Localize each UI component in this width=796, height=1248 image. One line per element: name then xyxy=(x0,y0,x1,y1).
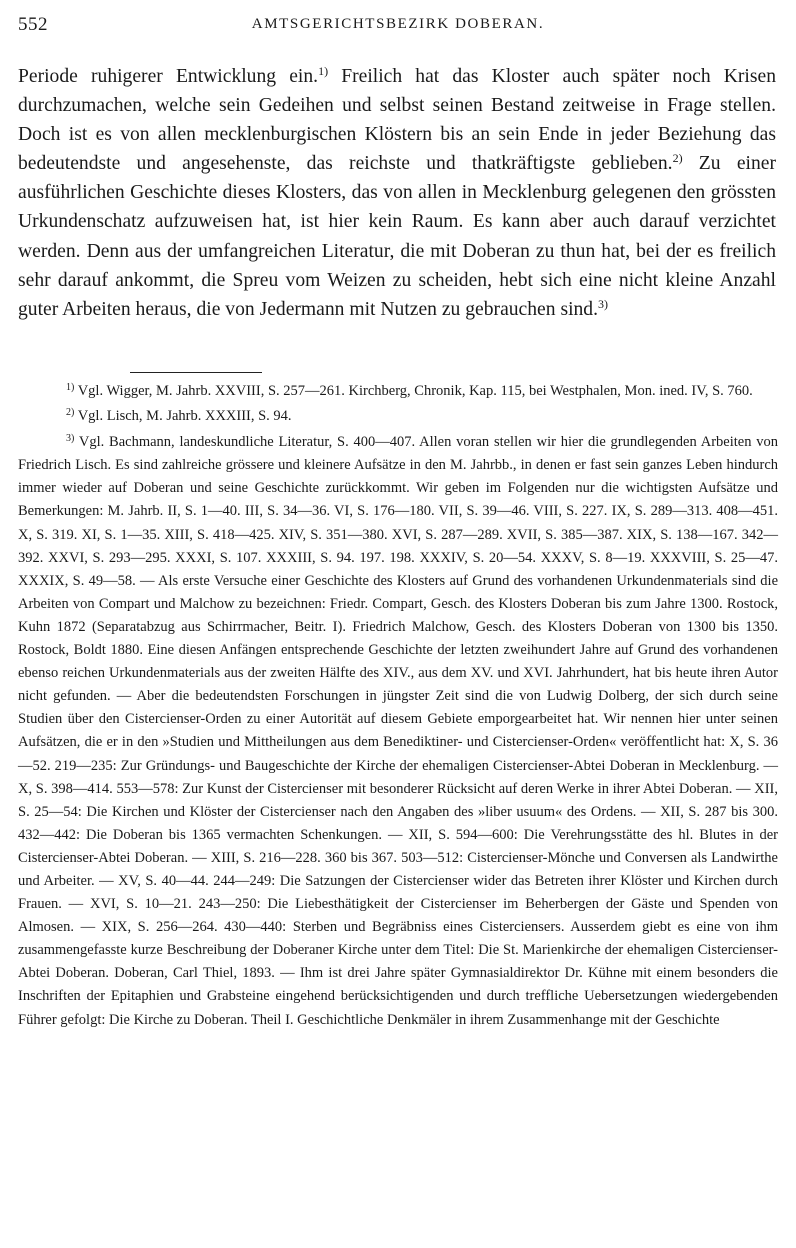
footnote-marker: 2) xyxy=(66,407,75,419)
footnote-separator xyxy=(130,372,262,373)
footnote xyxy=(18,405,778,428)
footnote-reference[interactable]: 3) xyxy=(598,296,609,311)
body-text-part: Zu einer ausführlichen Geschichte dieses Klosters, das von allen in Mecklenburg gelegenen den grössten Urkundenschatz aufzuweisen hat, ist hier kein Raum. Es kann aber auch darauf verzichtet werden. Denn aus der umfangreichen Literatur, die mit Doberan zu thun hat, bei der es freilich sehr darauf ankommt, die Spreu vom Weizen zu scheiden, hebt sich eine nicht kleine Anzahl guter Arbeiten heraus, die von Jedermann mit Nutzen zu gebrauchen sind. xyxy=(18,153,776,320)
footnote xyxy=(18,380,778,403)
footnote-marker: 3) xyxy=(66,433,75,445)
footnote xyxy=(18,431,778,1031)
body-paragraph xyxy=(18,62,776,324)
footnote-marker: 1) xyxy=(66,382,75,393)
footnote-text: Vgl. Bachmann, landeskundliche Literatur, S. 400—407. Allen voran stellen wir hier die grundlegenden Arbeiten von Friedrich Lisch. Es sind zahlreiche grössere und kleinere Aufsätze in den M. Jahrbb., in denen er fast sein ganzes Leben hindurch immer wieder auf Doberan und seine Geschichte zurückkommt. Wir geben im Folgenden nur die wichtigsten Aufsätze und Bemerkungen: M. Jahrb. II, S. 1—40. III, S. 34—36. VI, S. 176—180. VII, S. 39—46. VIII, S. 227. IX, S. 289—313. 408—451. X, S. 319. XI, S. 1—35. XIII, S. 418—425. XIV, S. 351—380. XVI, S. 287—289. XVII, S. 385—387. XIX, S. 138—167. 342—392. XXVI, S. 293—295. XXXI, S. 107. XXXIII, S. 94. 197. 198. XXXIV, S. 20—54. XXXV, S. 8—19. XXXVIII, S. 25—47. XXXIX, S. 49—58. — Als erste Versuche einer Geschichte des Klosters auf Grund des vorhandenen Urkundenmaterials sind die Arbeiten von Compart und Malchow zu bezeichnen: Friedr. Compart, Gesch. des Klosters Doberan bis zum Jahre 1300. Rostock, Kuhn 1872 (Separatabzug aus Schirrmacher, Beitr. I). Friedrich Malchow, Gesch. des Klosters Doberan von 1300 bis 1350. Rostock, Boldt 1880. Eine diesen Anfängen entsprechende Geschichte der letzten zweihundert Jahre auf Grund des vorhandenen ebenso reichen Urkundenmaterials aus der zweiten Hälfte des XIV., aus dem XV. und XVI. Jahrhundert, hat bis heute ihren Autor nicht gefunden. — Aber die bedeutendsten Forschungen in jüngster Zeit sind die von Ludwig Dolberg, der sich durch seine Studien über den Cistercienser-Orden zu einer Autorität auf diesem Gebiete emporgearbeitet hat. Wir nennen hier unter seinen Aufsätzen, die er in den »Studien und Mittheilungen aus dem Benediktiner- und Cistercienser-Orden« veröffentlicht hat: X, S. 36—52. 219—235: Zur Gründungs- und Baugeschichte der Kirche der ehemaligen Cistercienser-Abtei Doberan in Mecklenburg. — X, S. 398—414. 553—578: Zur Kunst der Cistercienser mit besonderer Rücksicht auf deren Werke in ihrer Abtei Doberan. — XII, S. 25—54: Die Kirchen und Klöster der Cistercienser nach den Angaben des »liber usuum« des Ordens. — XII, S. 287 bis 300. 432—442: Die Doberan bis 1365 vermachten Schenkungen. — XII, S. 594—600: Die Verehrungsstätte des hl. Blutes in der Cistercienser-Abtei Doberan. — XIII, S. 216—228. 360 bis 367. 503—512: Cistercienser-Mönche und Conversen als Landwirthe und Arbeiter. — XV, S. 40—44. 244—249: Die Satzungen der Cistercienser wider das Betreten ihrer Klöster und Kirchen durch Frauen. — XVI, S. 10—21. 243—250: Die Liebesthätigkeit der Cistercienser im Beherbergen der Gäste und Spenden von Almosen. — XIX, S. 256—264. 430—440: Sterben und Begräbniss eines Cisterciensers. Ausserdem giebt es eine von ihm zusammengefasste kurze Beschreibung der Doberaner Kirche unter dem Titel: Die St. Marienkirche der ehemaligen Cistercienser-Abtei Doberan. Doberan, Carl Thiel, 1893. — Ihm ist drei Jahre später Gymnasialdirektor Dr. Kühne mit einem besonders die Inschriften der Epitaphien und Grabsteine eingehend berücksichtigenden und durch treffliche Uebersetzungen wiedergebenden Führer gefolgt: Die Kirche zu Doberan. Theil I. Geschichtliche Denkmäler in ihrem Zusammenhange mit der Geschichte xyxy=(18,434,778,1028)
page-number: 552 xyxy=(18,14,48,35)
footnote-text: Vgl. Lisch, M. Jahrb. XXXIII, S. 94. xyxy=(74,408,292,425)
footnotes-section xyxy=(18,380,778,1034)
body-text-part: Periode ruhigerer Entwicklung ein. xyxy=(18,66,319,87)
page-header xyxy=(18,14,778,42)
body-text-part: Freilich hat das Kloster auch später noch Krisen durchzumachen, welche sein Gedeihen und selbst seinen Bestand zeitweise in Frage stellen. Doch ist es von allen mecklenburgischen Klöstern bis an sein Ende in jeder Beziehung das bedeutendste und angesehenste, das reichste und thatkräftigste geblieben. xyxy=(18,66,776,175)
footnote-text: Vgl. Wigger, M. Jahrb. XXVIII, S. 257—261. Kirchberg, Chronik, Kap. 115, bei Westphalen, Mon. ined. IV, S. 760. xyxy=(74,383,753,399)
footnote-reference[interactable]: 2) xyxy=(672,151,683,166)
footnote-reference[interactable]: 1) xyxy=(318,64,329,78)
running-title: AMTSGERICHTSBEZIRK DOBERAN. xyxy=(251,16,545,32)
